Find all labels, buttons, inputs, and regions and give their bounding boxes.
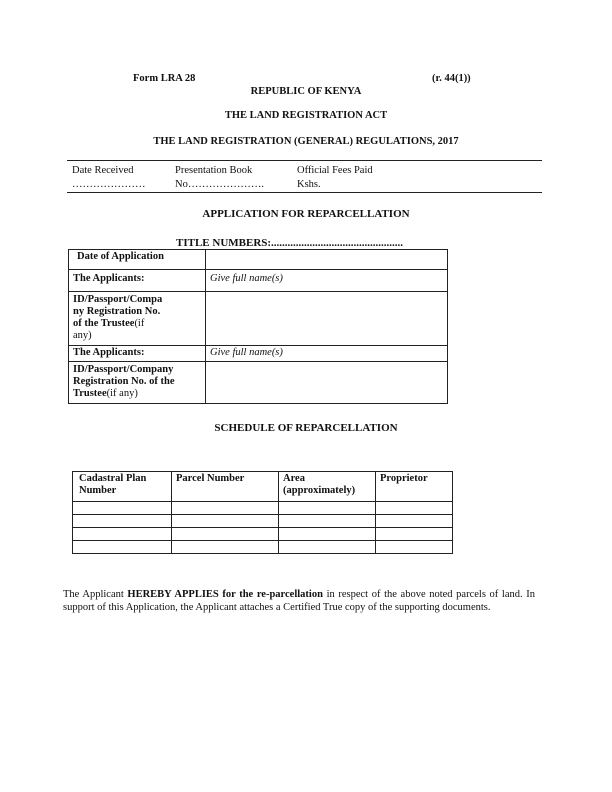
applicants-name-field-1[interactable]: Give full name(s) <box>206 270 448 292</box>
proprietor-cell[interactable] <box>376 528 453 541</box>
area-header: Area (approximately) <box>279 472 376 502</box>
table-row <box>69 250 448 270</box>
trustee-id-field-1[interactable] <box>206 292 448 346</box>
application-title: APPLICATION FOR REPARCELLATION <box>202 208 410 220</box>
statement-post: in respect of the above noted parcels of land. In support of this Application, the Applicant attaches a Certified True copy of the supporting documents. <box>63 589 535 613</box>
title-numbers: TITLE NUMBERS:................................................ <box>176 237 404 249</box>
fees-currency: Kshs. <box>297 179 321 190</box>
table-row <box>73 502 453 515</box>
schedule-header-row <box>73 472 453 502</box>
date-received-dots: ………………… <box>72 179 146 190</box>
area-cell[interactable] <box>279 515 376 528</box>
parcel-number-header: Parcel Number <box>172 472 279 502</box>
trustee-id-label-2a: ID/Passport/Company <box>73 364 174 375</box>
trustee-id-label-2b: Registration No. of the <box>73 376 175 387</box>
cadastral-plan-cell[interactable] <box>73 541 172 554</box>
table-row <box>69 292 448 346</box>
applicants-label-1: The Applicants: <box>69 270 206 292</box>
date-of-application-field[interactable] <box>206 250 448 270</box>
rule-reference: (r. 44(1)) <box>432 73 471 84</box>
application-statement <box>63 588 535 614</box>
office-top-rule <box>67 160 542 161</box>
date-received-label: Date Received <box>72 165 134 176</box>
proprietor-cell[interactable] <box>376 541 453 554</box>
proprietor-cell[interactable] <box>376 502 453 515</box>
trustee-id-field-2[interactable] <box>206 362 448 404</box>
proprietor-cell[interactable] <box>376 515 453 528</box>
trustee-id-label-2c: Trustee <box>73 388 107 399</box>
schedule-title: SCHEDULE OF REPARCELLATION <box>214 422 398 434</box>
statement-bold: HEREBY APPLIES for the re-parcellation <box>127 589 323 600</box>
statement-pre: The Applicant <box>63 589 128 600</box>
act-heading: THE LAND REGISTRATION ACT <box>224 110 388 121</box>
cadastral-plan-cell[interactable] <box>73 528 172 541</box>
presentation-book-no: No…………………. <box>175 179 264 190</box>
form-number: Form LRA 28 <box>133 73 196 84</box>
schedule-table <box>72 471 453 554</box>
trustee-id-label-1d: (if <box>134 318 145 329</box>
details-table <box>68 249 448 404</box>
table-row <box>73 528 453 541</box>
regulations-heading: THE LAND REGISTRATION (GENERAL) REGULATIONS, 2017 <box>153 136 459 147</box>
parcel-number-cell[interactable] <box>172 502 279 515</box>
parcel-number-cell[interactable] <box>172 528 279 541</box>
applicants-label-2: The Applicants: <box>69 346 206 362</box>
parcel-number-cell[interactable] <box>172 515 279 528</box>
applicants-name-field-2[interactable]: Give full name(s) <box>206 346 448 362</box>
area-cell[interactable] <box>279 528 376 541</box>
cadastral-plan-cell[interactable] <box>73 515 172 528</box>
table-row <box>69 362 448 404</box>
table-row <box>69 346 448 362</box>
trustee-id-label-2 <box>69 362 206 404</box>
area-cell[interactable] <box>279 541 376 554</box>
table-row <box>73 515 453 528</box>
trustee-id-label-2d: (if any) <box>106 388 138 399</box>
table-row <box>69 270 448 292</box>
official-fees-label: Official Fees Paid <box>297 165 373 176</box>
proprietor-header: Proprietor <box>376 472 453 502</box>
republic-heading: REPUBLIC OF KENYA <box>250 86 362 97</box>
cadastral-plan-header: Cadastral Plan Number <box>73 472 172 502</box>
presentation-book-label: Presentation Book <box>175 165 253 176</box>
area-cell[interactable] <box>279 502 376 515</box>
cadastral-plan-cell[interactable] <box>73 502 172 515</box>
table-row <box>73 541 453 554</box>
trustee-id-label-1c: of the Trustee <box>73 318 135 329</box>
date-of-application-label: Date of Application <box>69 250 206 270</box>
trustee-id-label-1b: ny Registration No. <box>73 306 161 317</box>
parcel-number-cell[interactable] <box>172 541 279 554</box>
office-bottom-rule <box>67 192 542 193</box>
trustee-id-label-1a: ID/Passport/Compa <box>73 294 163 305</box>
trustee-id-label-1 <box>69 292 206 346</box>
trustee-id-label-1e: any) <box>73 330 92 341</box>
